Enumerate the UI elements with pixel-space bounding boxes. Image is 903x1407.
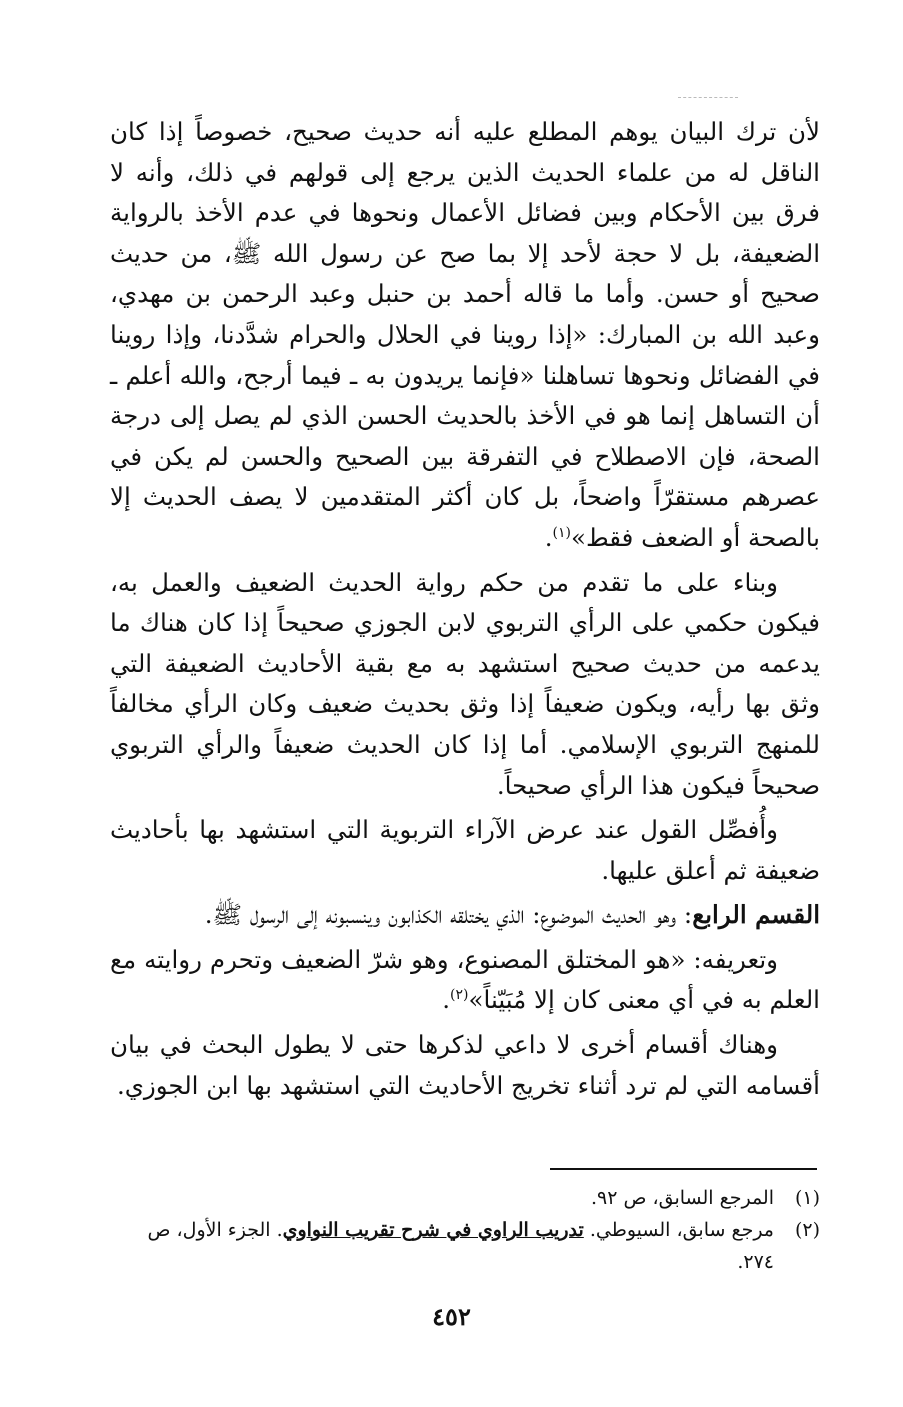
footnote-text: المرجع السابق، ص ٩٢. — [590, 1187, 774, 1209]
main-text — [110, 112, 820, 1110]
paragraph-3: وأُفصِّل القول عند عرض الآراء التربوية التي استشهد بها بأحاديث ضعيفة ثم أعلق عليها. — [110, 815, 820, 885]
paragraph-5-text: وتعريفه: «هو المختلق المصنوع، وهو شرّ الضعيف وتحرم روايته مع العلم به في أي معنى كان إلا مُبَيّناً» — [110, 944, 820, 1015]
paragraph-2: وبناء على ما تقدم من حكم رواية الحديث الضعيف والعمل به، فيكون حكمي على الرأي التربوي لابن الجوزي صحيحاً إذا كان هناك ما يدعمه من حديث صحيح استشهد به مع بقية الأحاديث الضعيفة التي وثق بها رأيه، ويكون ضعيفاً إذا وثق بحديث ضعيف وكان الرأي مخالفاً للمنهج التربوي الإسلامي. أما إذا كان الحديث ضعيفاً والرأي التربوي صحيحاً فيكون هذا الرأي صحيحاً. — [110, 567, 820, 800]
section-heading-fourth: القسم الرابع — [692, 900, 820, 930]
paragraph-5 — [110, 940, 820, 1021]
footnote-divider — [550, 1168, 817, 1170]
footnote-ref-2[interactable]: (٢) — [450, 987, 469, 1004]
paragraph-6: وهناك أقسام أخرى لا داعي لذكرها حتى لا يطول البحث في بيان أقسامه التي لم ترد أثناء تخريج الأحاديث التي استشهد بها ابن الجوزي. — [110, 1030, 820, 1100]
scan-mark — [678, 97, 738, 100]
paragraph-1-text: لأن ترك البيان يوهم المطلع عليه أنه حديث صحيح، خصوصاً إذا كان الناقل له من علماء الحديث الذين يرجع إلى قولهم في ذلك، وأنه لا فرق بين الأحكام وبين فضائل الأعمال ونحوها في عدم الأخذ بالرواية الضعيفة، بل لا حجة لأحد إلا بما صح عن رسول الله ﷺ، من حديث صحيح أو حسن. وأما ما قاله أحمد بن حنبل وعبد الرحمن بن مهدي، وعبد الله بن المبارك: «إذا روينا في الحلال والحرام شدَّدنا، وإذا روينا في الفضائل ونحوها تساهلنا «فإنما يريدون به ـ فيما أرجح، والله أعلم ـ أن التساهل إنما هو في الأخذ بالحديث الحسن الذي لم يصل إلى درجة الصحة، فإن الاصطلاح في التفرقة بين الصحيح والحسن لم يكن في عصرهم مستقرّاً واضحاً، بل كان أكثر المتقدمين لا يصف الحديث إلا بالصحة أو الضعف فقط» — [110, 117, 820, 552]
paragraph-4 — [110, 895, 820, 936]
paragraph-1-end: . — [544, 522, 553, 552]
page-number: ٤٥٢ — [432, 1302, 471, 1331]
footnote-2 — [110, 1214, 820, 1278]
footnote-1 — [110, 1182, 820, 1214]
book-title: تدريب الراوي في شرح تقريب النواوي — [282, 1219, 584, 1241]
footnote-number: (٢) — [794, 1219, 820, 1241]
footnotes — [110, 1182, 820, 1278]
paragraph-1 — [110, 112, 820, 559]
paragraph-4-text: : وهو الحديث الموضوع: الذي يختلقه الكذابون وينسبونه إلى الرسول ﷺ. — [204, 900, 693, 930]
paragraph-5-end: . — [442, 985, 451, 1015]
footnote-text-after: . الجزء الأول، ص ٢٧٤. — [147, 1219, 774, 1273]
footnote-text-before: مرجع سابق، السيوطي. — [583, 1219, 774, 1241]
footnote-number: (١) — [794, 1187, 820, 1209]
footnote-ref-1[interactable]: (١) — [552, 524, 571, 541]
footnote-text — [110, 1214, 774, 1278]
